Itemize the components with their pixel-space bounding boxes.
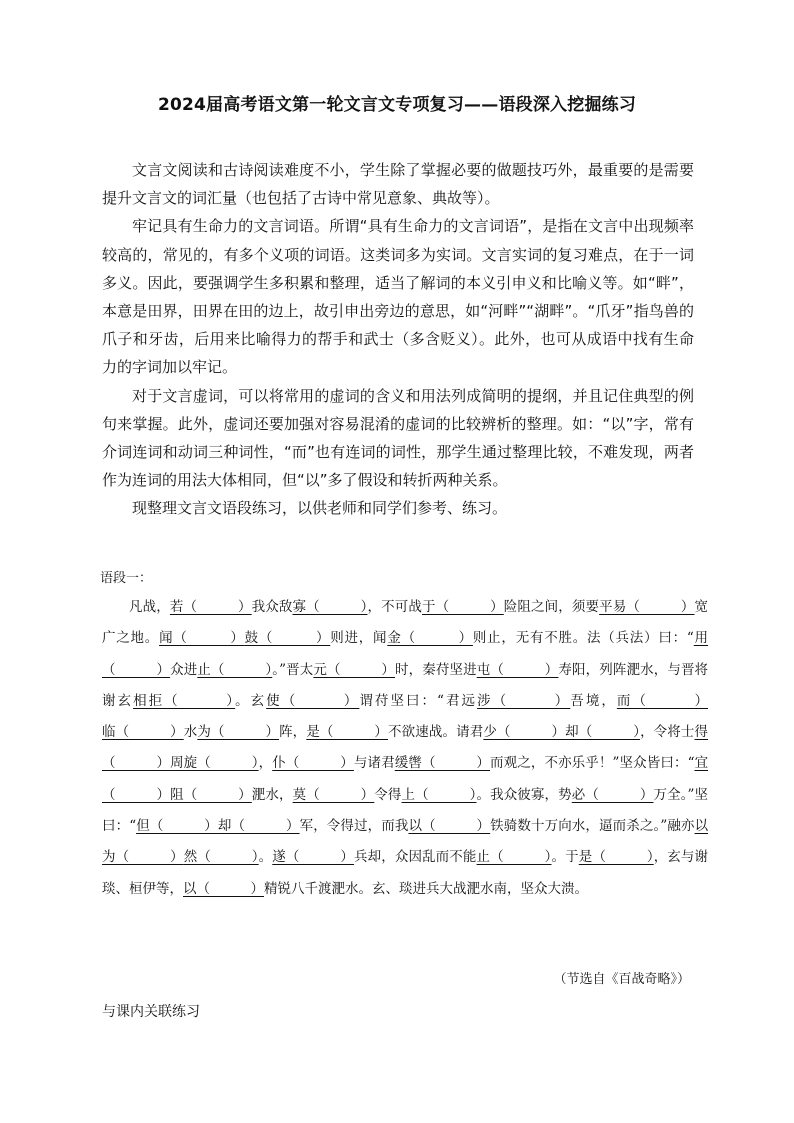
passage-text: 。”晋太 — [272, 661, 314, 678]
fill-in-blank: 寡（ ） — [292, 599, 368, 615]
fill-in-blank: 鼓（ ） — [244, 630, 331, 647]
passage-text: 时， — [395, 661, 423, 678]
fill-in-blank: 若（ ） — [169, 599, 252, 615]
fill-in-blank: 用（ ） — [102, 630, 709, 678]
passage-text: 铁骑数十万向水，逼而杀之。”融亦 — [490, 818, 695, 835]
passage-text: 与诸君 — [353, 755, 395, 772]
passage-text: 淝水， — [251, 786, 293, 803]
passage-text: 则进，闻 — [330, 630, 388, 647]
fill-in-blank: 仆（ ） — [272, 755, 354, 772]
intro-paragraph-4: 现整理文言文语段练习，以供老师和同学们参考、练习。 — [132, 499, 508, 518]
fill-in-blank: 以（ ） — [183, 880, 264, 897]
passage-text: 水 — [183, 724, 198, 741]
passage-text: 谓苻坚曰：“君远 — [359, 692, 478, 709]
passage-text: 阵， — [279, 724, 307, 741]
passage-text: 。 — [258, 849, 273, 866]
fill-in-blank: 是（ ） — [306, 724, 389, 741]
fill-in-blank: 得（ ） — [102, 724, 709, 772]
passage-text: 。于 — [551, 849, 579, 866]
passage-text: 凡战， — [129, 599, 170, 615]
passage-text: 军，令得过，而我 — [299, 818, 409, 835]
passage-text: “ — [687, 755, 695, 772]
fill-in-blank: 上（ ） — [401, 786, 477, 803]
passage-text: 秦苻坚进 — [422, 661, 477, 678]
fill-in-blank: 使（ ） — [266, 692, 360, 709]
fill-in-blank: 止（ ） — [197, 661, 273, 678]
fill-in-blank: 然（ ） — [183, 849, 259, 866]
fill-in-blank: 临（ ） — [102, 724, 184, 741]
classical-passage — [102, 592, 708, 905]
intro-section — [102, 156, 694, 523]
passage-text: 令得 — [374, 786, 402, 803]
intro-paragraph-1: 文言文阅读和古诗阅读难度不小，学生除了掌握必要的做题技巧外，最重要的是需要提升文言文的词汇量（也包括了古诗中常见意象、典故等）。 — [102, 161, 694, 208]
fill-in-blank: 以（ ） — [408, 818, 491, 835]
fill-in-blank: 必（ ） — [571, 786, 654, 803]
passage-text: 精锐八千渡淝水。玄、琰进兵大战淝水南，坚众大溃。 — [264, 880, 588, 897]
fill-in-blank: 却（ ） — [565, 724, 641, 741]
passage-text: 我众敌 — [251, 599, 293, 615]
fill-in-blank: 闻（ ） — [159, 630, 245, 647]
fill-in-blank: 于（ ） — [422, 599, 504, 615]
intro-paragraph-2: 牢记具有生命力的文言词语。所谓“具有生命力的文言词语”，是指在文言中出现频率较高的，常见的，有多个义项的词语。这类词多为实词。文言实词的复习难点，在于一词多义。因此，要强调学生多积累和整理，适当了解词的本义引申义和比喻义等。如“畔”，本意是田界，田界在田的边上，故引申出旁边的意思，如“河畔”“湖畔”。“爪牙”指鸟兽的爪子和牙齿，后用来比喻得力的帮手和武士（多含贬义）。此外，也可从成语中找有生命力的字词加以牢记。 — [102, 217, 694, 377]
passage-text: 兵却，众因乱而不能 — [353, 849, 477, 866]
fill-in-blank: 宜（ ） — [102, 755, 709, 803]
passage-text: 众进 — [170, 661, 198, 678]
passage-text: 寿阳，列阵淝水，与晋将谢玄 — [102, 661, 709, 709]
fill-in-blank: 涉（ ） — [477, 692, 571, 709]
passage-text: 则止，无有不胜。法（兵法）曰：“ — [472, 630, 694, 647]
fill-in-blank: 元（ ） — [313, 661, 396, 678]
fill-in-blank: 是（ ） — [578, 849, 654, 866]
fill-in-blank: 为（ ） — [197, 724, 280, 741]
fill-in-blank: 遂（ ） — [272, 849, 354, 866]
fill-in-blank: 而（ ） — [616, 692, 709, 709]
passage-text: 宽广之地。 — [102, 599, 708, 647]
footer-heading: 与课内关联练习 — [102, 1004, 200, 1020]
fill-in-blank: 少（ ） — [483, 724, 566, 741]
passage-text: ，玄与谢琰、桓伊等， — [102, 849, 709, 897]
fill-in-blank: 平易（ ） — [599, 599, 695, 615]
fill-in-blank: 莫（ ） — [292, 786, 375, 803]
fill-in-blank: 但（ ） — [136, 818, 218, 835]
fill-in-blank: 周旋（ ） — [170, 755, 259, 772]
fill-in-blank: 金（ ） — [387, 630, 473, 647]
fill-in-blank: 相拒（ ） — [133, 692, 236, 709]
passage-text: 万全。”坚曰：“ — [102, 786, 709, 835]
fill-in-blank: 缓辔（ ） — [394, 755, 491, 772]
intro-paragraph-3: 对于文言虚词，可以将常用的虚词的含义和用法列成简明的提纲，并且记住典型的例句来掌握。此外，虚词还要加强对容易混淆的虚词的比较辨析的整理。如：“以”字，常有介词连词和动词三种词性，“而”也有连词的词性，那学生通过整理比较，不难发现，两者作为连词的用法大体相同，但“以”多了假设和转折两种关系。 — [102, 386, 694, 490]
fill-in-blank: 阻（ ） — [170, 786, 252, 803]
fill-in-blank: 止（ ） — [476, 849, 552, 866]
passage-text: ，不可战 — [367, 599, 422, 615]
source-citation: （节选自《百战奇略》） — [553, 972, 690, 987]
segment-title: 语段一： — [100, 571, 153, 586]
passage-text: ， — [258, 755, 273, 772]
passage-text: 不欲速战。请君 — [388, 724, 484, 741]
fill-in-blank: 以为（ ） — [102, 818, 709, 866]
fill-in-blank: 却（ ） — [217, 818, 300, 835]
passage-text: 险阻之间，须要 — [503, 599, 600, 615]
passage-text: 而观之，不亦乐乎！”坚众皆曰： — [490, 755, 688, 772]
passage-text: 。玄 — [235, 692, 267, 709]
passage-text: 吾境， — [570, 692, 617, 709]
page-title: 2024届高考语文第一轮文言文专项复习——语段深入挖掘练习 — [157, 95, 637, 115]
passage-text: 。我众彼寡，势 — [476, 786, 572, 803]
fill-in-blank: 屯（ ） — [476, 661, 559, 678]
passage-text: ，令将士 — [640, 724, 695, 741]
